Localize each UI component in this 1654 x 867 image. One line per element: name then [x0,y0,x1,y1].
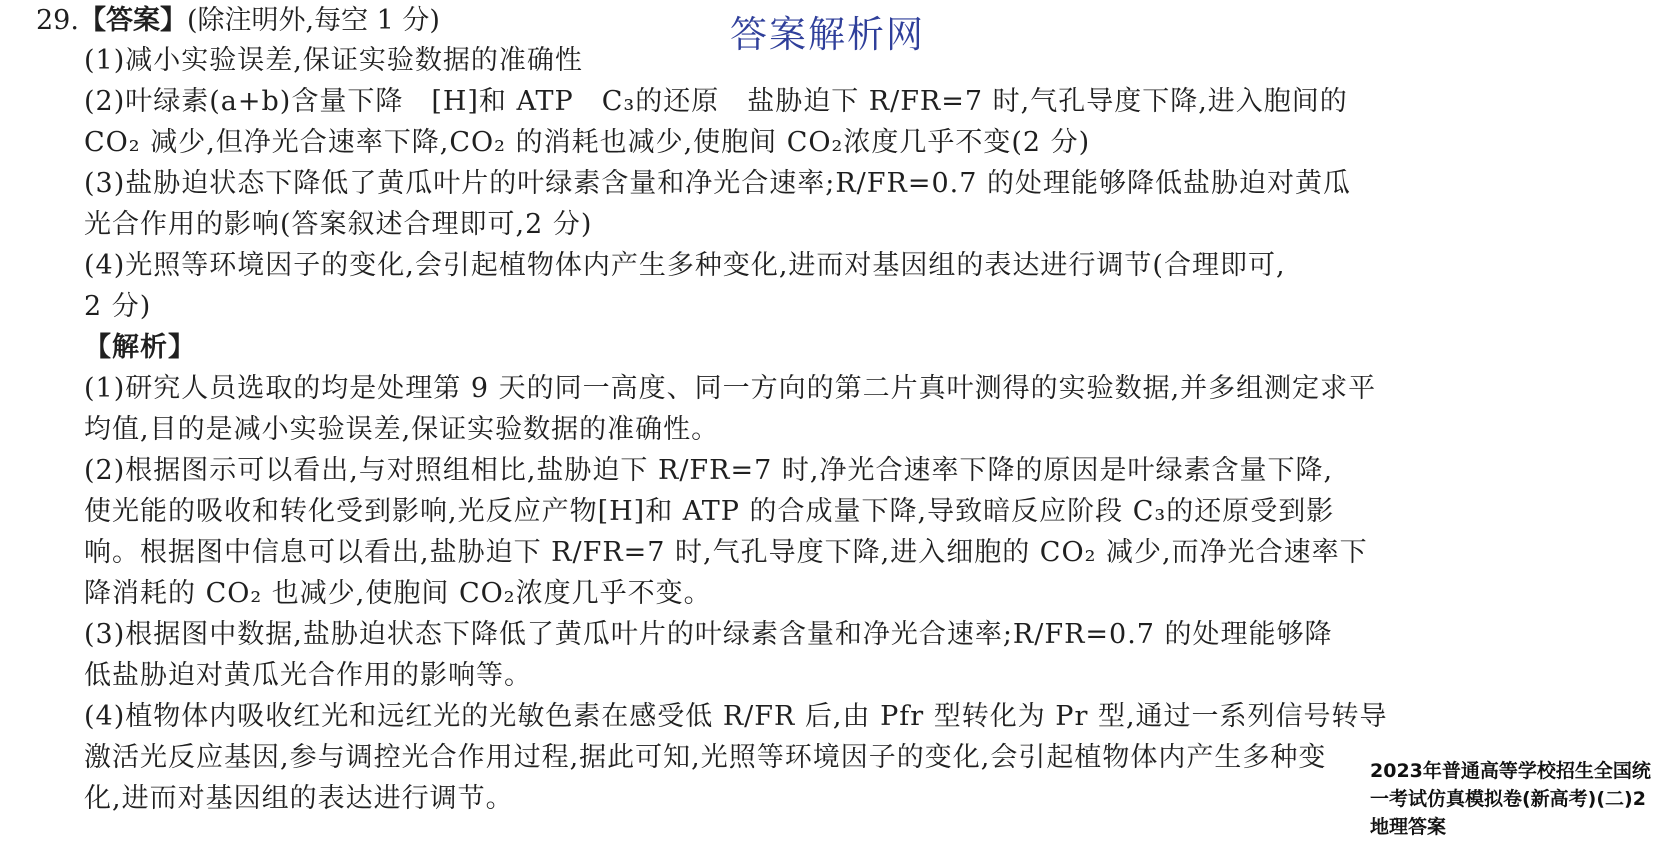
question-number: 29. [36,5,79,36]
answer-line: (3)盐胁迫状态下降低了黄瓜叶片的叶绿素含量和净光合速率;R/FR=0.7 的处理能够降低盐胁迫对黄瓜 [84,168,1351,199]
image-caption: 2023年普通高等学校招生全国统一考试仿真模拟卷(新高考)(二)2地理答案 [1370,760,1651,838]
question-header [36,2,440,40]
answer-tag: 【答案】 [78,5,187,36]
analysis-line: (3)根据图中数据,盐胁迫状态下降低了黄瓜叶片的叶绿素含量和净光合速率;R/FR=0.7 的处理能够降 [84,619,1333,650]
scoring-note: (除注明外,每空 1 分) [186,5,440,36]
analysis-line: 降消耗的 CO₂ 也减少,使胞间 CO₂浓度几乎不变。 [84,578,712,609]
analysis-line: 低盐胁迫对黄瓜光合作用的影响等。 [84,660,532,691]
answer-line: (4)光照等环境因子的变化,会引起植物体内产生多种变化,进而对基因组的表达进行调节(合理即可, [84,250,1286,281]
analysis-line: (1)研究人员选取的均是处理第 9 天的同一高度、同一方向的第二片真叶测得的实验数据,并多组测定求平 [84,373,1377,404]
analysis-line: (2)根据图示可以看出,与对照组相比,盐胁迫下 R/FR=7 时,净光合速率下降的原因是叶绿素含量下降, [84,455,1334,486]
answer-line: CO₂ 减少,但净光合速率下降,CO₂ 的消耗也减少,使胞间 CO₂浓度几乎不变(2 分) [84,127,1091,158]
watermark-text: 答案解析网 [730,13,925,56]
analysis-line: 化,进而对基因组的表达进行调节。 [84,783,514,814]
analysis-line: (4)植物体内吸收红光和远红光的光敏色素在感受低 R/FR 后,由 Pfr 型转化为 Pr 型,通过一系列信号转导 [84,701,1388,732]
answer-line: (1)减小实验误差,保证实验数据的准确性 [84,45,583,76]
answer-line: (2)叶绿素(a+b)含量下降 [H]和 ATP C₃的还原 盐胁迫下 R/FR=7 时,气孔导度下降,进入胞间的 [84,86,1348,117]
analysis-line: 均值,目的是减小实验误差,保证实验数据的准确性。 [84,414,720,445]
analysis-line: 激活光反应基因,参与调控光合作用过程,据此可知,光照等环境因子的变化,会引起植物体内产生多种变 [84,742,1327,773]
answer-line: 光合作用的影响(答案叙述合理即可,2 分) [84,209,593,240]
analysis-line: 使光能的吸收和转化受到影响,光反应产物[H]和 ATP 的合成量下降,导致暗反应阶段 C₃的还原受到影 [84,496,1335,527]
analysis-line: 响。根据图中信息可以看出,盐胁迫下 R/FR=7 时,气孔导度下降,进入细胞的 CO₂ 减少,而净光合速率下 [84,537,1368,568]
answer-line: 2 分) [84,291,152,322]
analysis-tag: 【解析】 [84,332,196,363]
